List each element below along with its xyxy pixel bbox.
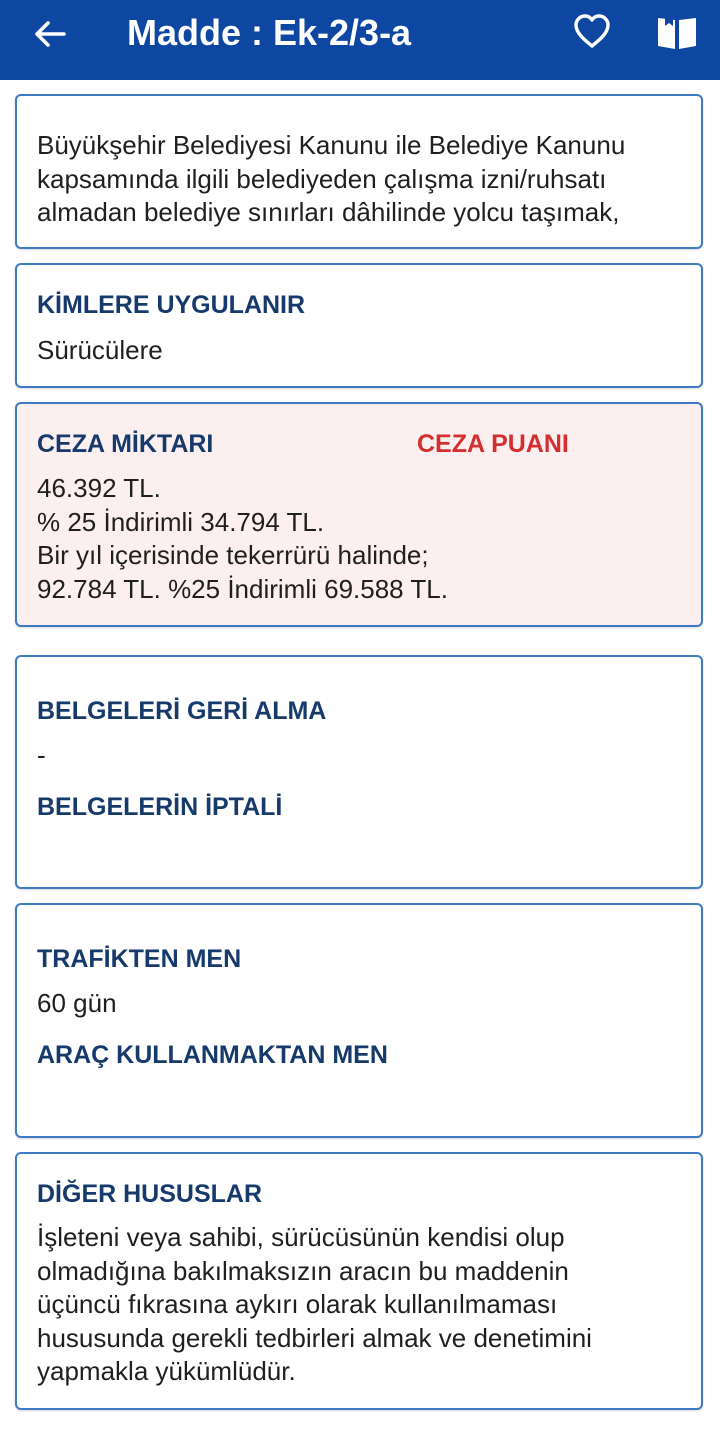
page-title: Madde : Ek-2/3-a — [127, 12, 412, 53]
other-matters-line: yapmakla yükümlüdür. — [37, 1356, 296, 1386]
other-matters-text — [37, 1221, 683, 1389]
documents-seize-heading: BELGELERİ GERİ ALMA — [37, 697, 327, 725]
penalty-line: 92.784 TL. %25 İndirimli 69.588 TL. — [37, 573, 448, 604]
other-matters-heading: DİĞER HUSUSLAR — [37, 1180, 263, 1208]
description-line: kapsamında ilgili belediyeden çalışma izni/ruhsatı — [37, 163, 607, 194]
other-matters-line: hususunda gerekli tedbirleri almak ve denetimini — [37, 1322, 592, 1353]
applies-to-heading: KİMLERE UYGULANIR — [37, 291, 306, 319]
other-matters-card — [15, 1152, 703, 1410]
penalty-line: % 25 İndirimli 34.794 TL. — [37, 506, 325, 537]
penalty-card — [15, 402, 703, 627]
other-matters-line: olmadığına bakılmaksızın aracın bu maddenin — [37, 1255, 569, 1286]
documents-seize-value: - — [37, 740, 46, 770]
driving-ban-heading: ARAÇ KULLANMAKTAN MEN — [37, 1041, 388, 1069]
heart-outline-icon[interactable] — [572, 12, 612, 52]
applies-to-value: Sürücülere — [37, 335, 163, 365]
description-line: almadan belediye sınırları dâhilinde yolcu taşımak, — [37, 197, 620, 227]
penalty-points-heading: CEZA PUANI — [417, 430, 569, 458]
applies-to-card — [15, 263, 703, 388]
arrow-left-icon[interactable] — [30, 14, 70, 54]
article-description — [37, 129, 683, 230]
documents-cancel-heading: BELGELERİN İPTALİ — [37, 793, 283, 821]
traffic-ban-value: 60 gün — [37, 988, 117, 1018]
traffic-ban-heading: TRAFİKTEN MEN — [37, 945, 242, 973]
description-line: Büyükşehir Belediyesi Kanunu ile Belediye Kanunu — [37, 130, 626, 160]
app-bar — [0, 0, 720, 80]
ban-card — [15, 903, 703, 1138]
open-book-icon[interactable] — [656, 12, 698, 52]
other-matters-line: İşleteni veya sahibi, sürücüsünün kendisi olup — [37, 1222, 565, 1252]
documents-card — [15, 655, 703, 889]
penalty-amount-heading: CEZA MİKTARI — [37, 430, 214, 458]
penalty-line: Bir yıl içerisinde tekerrürü halinde; — [37, 540, 429, 570]
penalty-line: 46.392 TL. — [37, 473, 161, 503]
penalty-amount-text — [37, 472, 683, 606]
other-matters-line: üçüncü fıkrasına aykırı olarak kullanılmaması — [37, 1289, 558, 1319]
description-card — [15, 94, 703, 249]
